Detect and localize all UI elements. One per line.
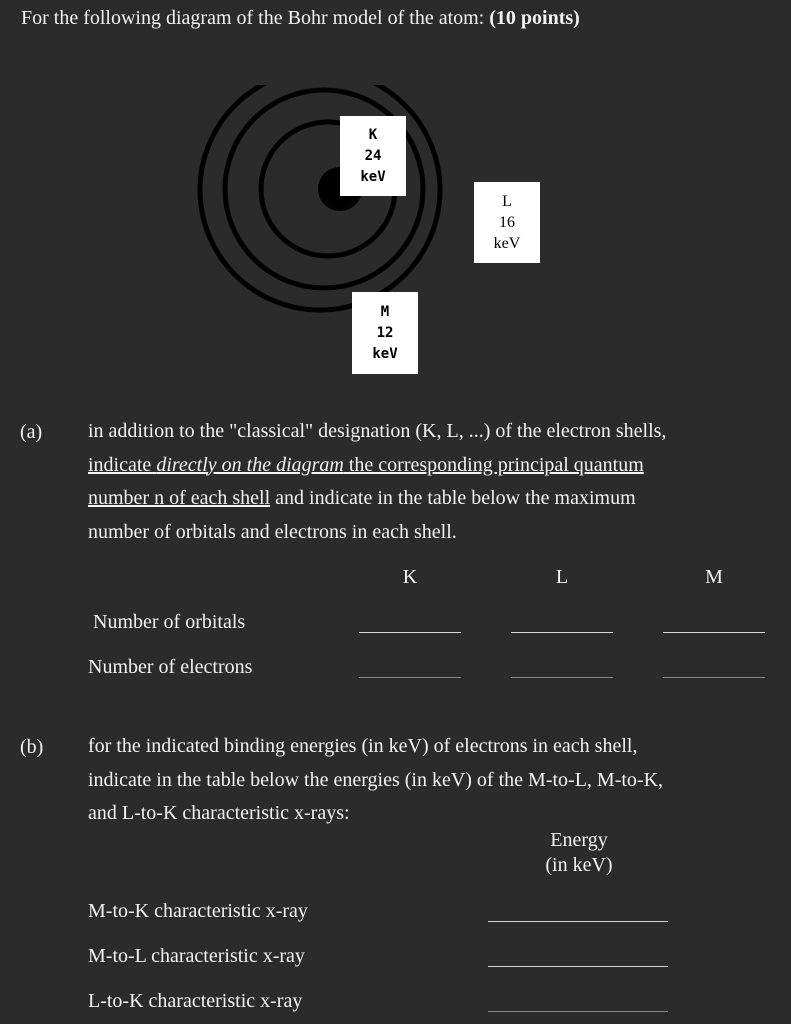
shell-label-m <box>352 292 418 374</box>
part-b-line-1: for the indicated binding energies (in keV) of electrons in each shell, <box>88 735 638 757</box>
shell-m-name: M <box>380 303 390 320</box>
question-points: (10 points) <box>489 7 580 29</box>
shell-label-k <box>340 116 406 196</box>
row-label-m-to-l: M-to-L characteristic x-ray <box>88 945 305 967</box>
part-a-line-1: in addition to the "classical" designation (K, L, ...) of the electron shells, <box>88 420 667 442</box>
energy-head-line-1: Energy <box>550 829 608 851</box>
row-label-orbitals: Number of orbitals <box>93 611 246 633</box>
blank-electrons-l[interactable] <box>511 677 613 678</box>
part-a-letter: (a) <box>20 421 43 443</box>
blank-orbitals-k[interactable] <box>359 632 461 633</box>
energy-head-line-2: (in keV) <box>545 854 613 876</box>
blank-energy-m-to-l[interactable] <box>488 966 668 967</box>
shell-k-unit: keV <box>360 168 386 185</box>
part-a-text <box>88 415 778 549</box>
row-label-m-to-k: M-to-K characteristic x-ray <box>88 900 308 922</box>
part-a-line-3a: number n of each shell <box>88 487 271 509</box>
part-a-line-2a: indicate <box>88 453 157 476</box>
blank-orbitals-l[interactable] <box>511 632 613 633</box>
shell-k-name: K <box>368 126 378 143</box>
part-a-line-2 <box>88 449 778 483</box>
shell-k-energy: 24 <box>364 147 382 164</box>
row-label-l-to-k: L-to-K characteristic x-ray <box>88 990 303 1012</box>
column-header-l: L <box>555 566 569 588</box>
blank-orbitals-m[interactable] <box>663 632 765 633</box>
part-b-letter: (b) <box>20 736 44 758</box>
part-a-line-4: number of orbitals and electrons in each shell. <box>88 520 457 543</box>
row-label-electrons: Number of electrons <box>88 656 253 678</box>
part-b-text <box>88 730 778 831</box>
shell-label-l <box>474 182 540 263</box>
bohr-diagram <box>195 85 521 362</box>
question-title <box>21 6 580 30</box>
part-b-line-3: and L-to-K characteristic x-rays: <box>88 802 350 824</box>
shell-l-name: L <box>502 193 512 210</box>
part-a-line-2c: the corresponding principal quantum <box>343 453 644 476</box>
blank-energy-m-to-k[interactable] <box>488 921 668 922</box>
question-title-text: For the following diagram of the Bohr model of the atom: <box>21 7 485 29</box>
column-header-m: M <box>705 566 723 588</box>
part-a-line-2b: directly on the diagram <box>156 453 344 476</box>
blank-electrons-k[interactable] <box>359 677 461 678</box>
part-a-line-3 <box>88 482 778 516</box>
shell-l-energy: 16 <box>499 214 515 231</box>
part-b-line-2: indicate in the table below the energies (in keV) of the M-to-L, M-to-K, <box>88 768 664 791</box>
shell-m-unit: keV <box>372 345 398 362</box>
part-a-line-3b: and indicate in the table below the maximum <box>270 487 636 509</box>
shell-m-energy: 12 <box>376 324 394 341</box>
energy-column-header <box>520 828 638 878</box>
column-header-k: K <box>402 566 418 588</box>
shell-l-unit: keV <box>493 235 521 252</box>
blank-energy-l-to-k[interactable] <box>488 1011 668 1012</box>
blank-electrons-m[interactable] <box>663 677 765 678</box>
